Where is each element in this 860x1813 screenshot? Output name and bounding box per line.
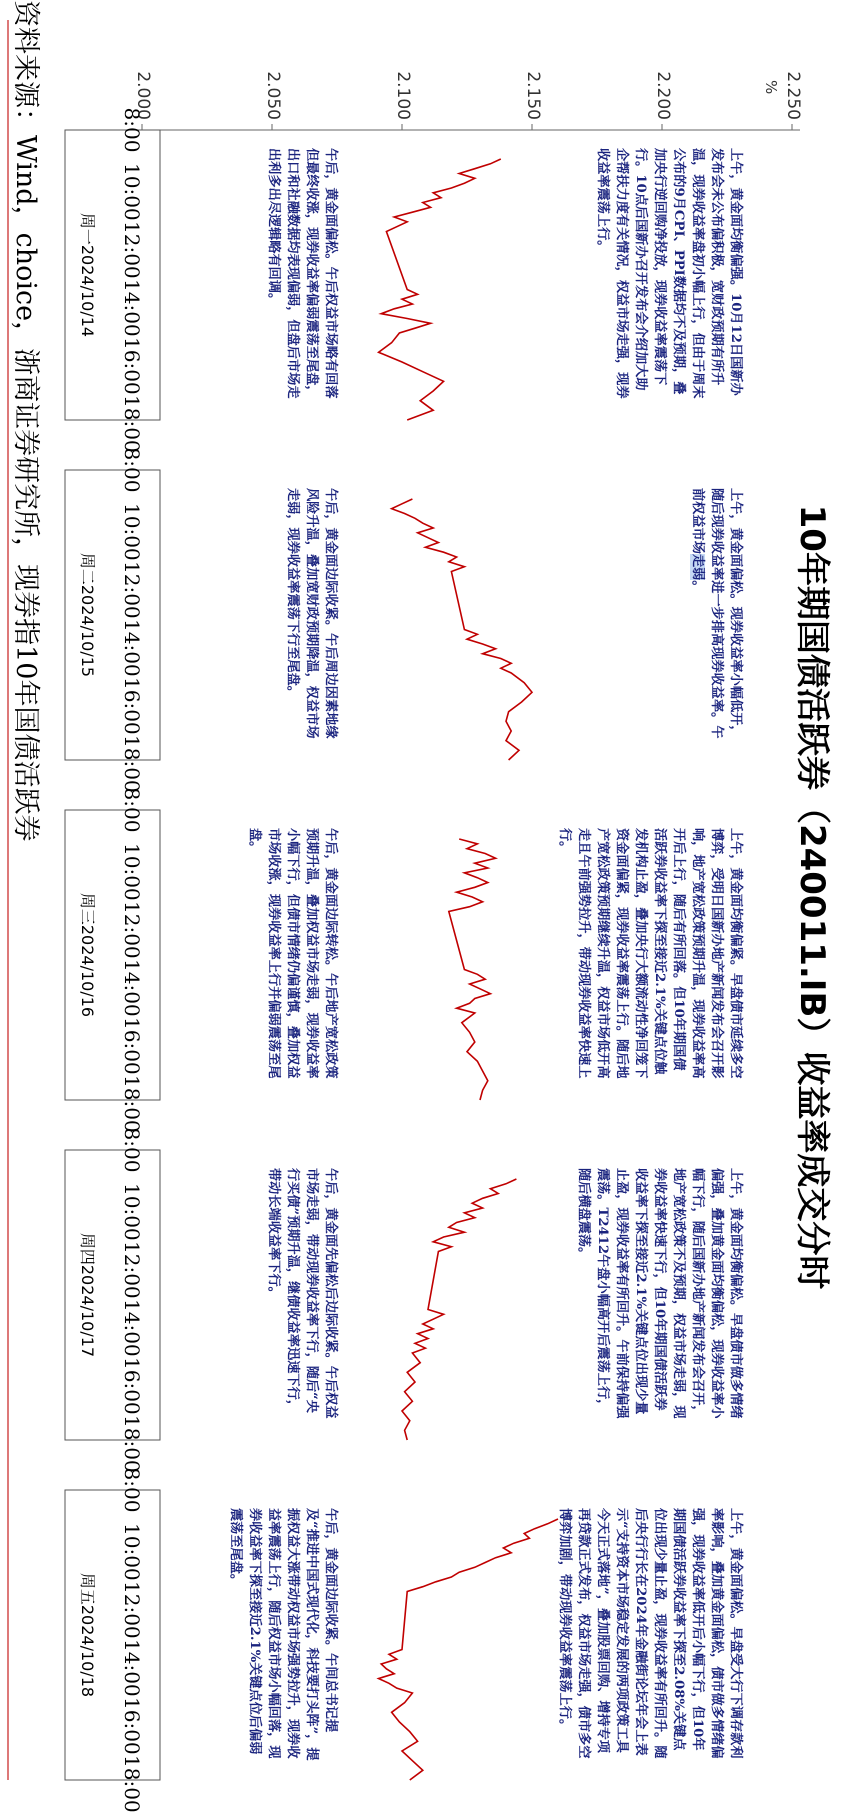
annotation-pm: 午后，黄金面边际收紧。午后周边因素地缘风险升温，叠加宽财政预期降温，权益市场走弱，现券收益率震荡下行至尾盘。: [285, 488, 338, 739]
annotation-text-part: 。: [690, 580, 705, 594]
x-tick-label: 18:00: [120, 1075, 144, 1133]
x-tick-label: 8:00: [120, 447, 144, 493]
x-tick-label: 14:00: [120, 1639, 144, 1697]
annotation-am: 上午，黄金面均衡偏松。早盘债市做多情绪偏强，叠加黄金面均衡偏松，现券收益率小幅下行，随后国新办地产新闻发布会召开，地产宽松政策不及预期，权益市场走弱，现券收益率快速下行，但10年期国债活跃券收益率下探至接近2.1%关键点位出现少量止盈，现券收益率有所回升。午前保持偏强震荡。T2412午盘小幅高开后震荡上行，随后横盘震荡。: [576, 1168, 743, 1419]
x-tick-label: 8:00: [120, 787, 144, 833]
y-tick-label: 2.000: [133, 71, 153, 120]
y-tick-label: 2.200: [653, 71, 673, 120]
annotation-pm: 午后，黄金面先偏松后边际收紧。午后权益市场走弱，带动现券收益率下行，随后“央行买债”预期升温，继债收益率迅速下行，带动长端收益率下行。: [266, 1168, 338, 1419]
day-date-label: 周五2024/10/18: [78, 1572, 97, 1698]
x-tick-label: 16:00: [120, 337, 144, 395]
series-line-day-1: [379, 159, 501, 420]
y-tick-label: 2.050: [263, 71, 283, 120]
x-tick-label: 10:00: [120, 1183, 144, 1241]
series-line-day-2: [392, 499, 532, 760]
series-line-day-5: [379, 1519, 558, 1780]
annotation-text-part: 走弱: [690, 553, 705, 581]
x-tick-label: 18:00: [120, 735, 144, 793]
x-tick-label: 12:00: [120, 1581, 144, 1639]
x-tick-label: 8:00: [120, 1467, 144, 1513]
day-date-label: 周一2024/10/14: [78, 212, 97, 338]
x-tick-label: 16:00: [120, 1017, 144, 1075]
y-tick-label: 2.150: [523, 71, 543, 120]
x-tick-label: 10:00: [120, 843, 144, 901]
y-tick-label: 2.100: [393, 71, 413, 120]
annotation-pm: 午后，黄金面偏松。午后权益市场略有回落但最终收涨，现券收益率偏弱震荡至尾盘，出口和社融数据均表现偏弱，但盘后市场走出利多出尽逻辑略有回调。: [266, 148, 338, 399]
annotation-am: 上午，黄金面偏松。早盘受大行下调存款利率影响，叠加黄金面偏松，债市做多情绪偏强，现券收益率低开后小幅下行，但10年期国债活跃券收益率下探至2.08%关键点位出现少量止盈，现券收益率有所回升。随后央行行长在2024年金融街论坛年会上表示“支持资本市场稳定发展的两项政策工具今天正式落地”，叠加股票回购、增持专项再贷款正式发布，权益市场走强，债市多空博弈加剧，带动现券收益率震荡上行。: [557, 1508, 743, 1759]
day-date-label: 周三2024/10/16: [78, 892, 97, 1018]
day-date-label: 周二2024/10/15: [78, 552, 97, 678]
x-tick-label: 10:00: [120, 1523, 144, 1581]
x-tick-label: 18:00: [120, 1755, 144, 1813]
source-note: 资料来源：Wind，choice，浙商证券研究所，现券指10年国债活跃券: [10, 0, 41, 842]
x-tick-label: 12:00: [120, 1241, 144, 1299]
x-tick-label: 12:00: [120, 561, 144, 619]
annotation-pm: 午后，黄金面边际收紧。午间总书记提及“推进中国式现代化，科技要打头阵”，提振权益大涨带动权益市场强势拉升，现券收益率震荡上行，随后权益市场小幅回落，现券收益率下探至接近2.1%关键点位后偏弱震荡至尾盘。: [228, 1508, 338, 1761]
x-tick-label: 10:00: [120, 503, 144, 561]
y-tick-label: 2.250: [783, 71, 803, 120]
day-date-label: 周四2024/10/17: [78, 1232, 97, 1358]
chart-title: 10年期国债活跃券（240011.IB）收益率成交分时: [792, 504, 832, 1290]
x-tick-label: 14:00: [120, 1299, 144, 1357]
x-tick-label: 16:00: [120, 1357, 144, 1415]
annotation-text-part: 上午，黄金面偏松。现券收益率小幅低开，随后现券收益率进一步排高现券收益率。午前权益市场: [690, 488, 743, 739]
x-tick-label: 10:00: [120, 163, 144, 221]
y-axis-unit: %: [762, 80, 780, 95]
series-line-day-3: [449, 839, 496, 1100]
x-tick-label: 14:00: [120, 279, 144, 337]
annotation-am: [688, 488, 745, 742]
x-tick-label: 12:00: [120, 901, 144, 959]
x-tick-label: 8:00: [120, 1127, 144, 1173]
annotation-pm: 午后，黄金面边际转松。午后地产宽松政策预期升温，叠加权益市场走弱，现券收益率小幅下行，但债市情绪仍偏谨慎，叠加权益市场收涨，现券收益率上行并偏弱震荡至尾盘。: [247, 828, 338, 1079]
annotation-am: 上午，黄金面均衡偏强。10月12日国新办发布会未公布偏积极，宽财政预期有所升温，现券收益率盘初小幅上行，但由于周末公布的9月CPI、PPI数据均不及预期，叠加央行逆回购净投放，现券收益率震荡下行。10点后国新办召开发布会介绍加大助企帮扶力度有关情况，权益市场走强，现券收益率震荡上行。: [595, 148, 743, 399]
series-line-day-4: [402, 1179, 516, 1440]
x-tick-label: 14:00: [120, 619, 144, 677]
x-tick-label: 14:00: [120, 959, 144, 1017]
x-tick-label: 12:00: [120, 221, 144, 279]
x-tick-label: 16:00: [120, 677, 144, 735]
x-tick-label: 16:00: [120, 1697, 144, 1755]
x-tick-label: 18:00: [120, 1415, 144, 1473]
x-tick-label: 18:00: [120, 395, 144, 453]
annotation-am: 上午，黄金面均衡偏紧。早盘债市延续多空博弈，受明日国新办地产新闻发布会召开影响，地产宽松政策预期升温，现券收益率高开后上行，随后有所回落。但10年期国债活跃券收益率下探至接近2.1%关键点位触发机构止盈，叠加央行大额流动性净回笼下资金面偏紧，现券收益率震荡上行。随后地产宽松政策预期继续升温，权益市场低开高走且午前强势拉升，带动现券收益率快速上行。: [557, 828, 743, 1079]
x-tick-label: 8:00: [120, 107, 144, 153]
